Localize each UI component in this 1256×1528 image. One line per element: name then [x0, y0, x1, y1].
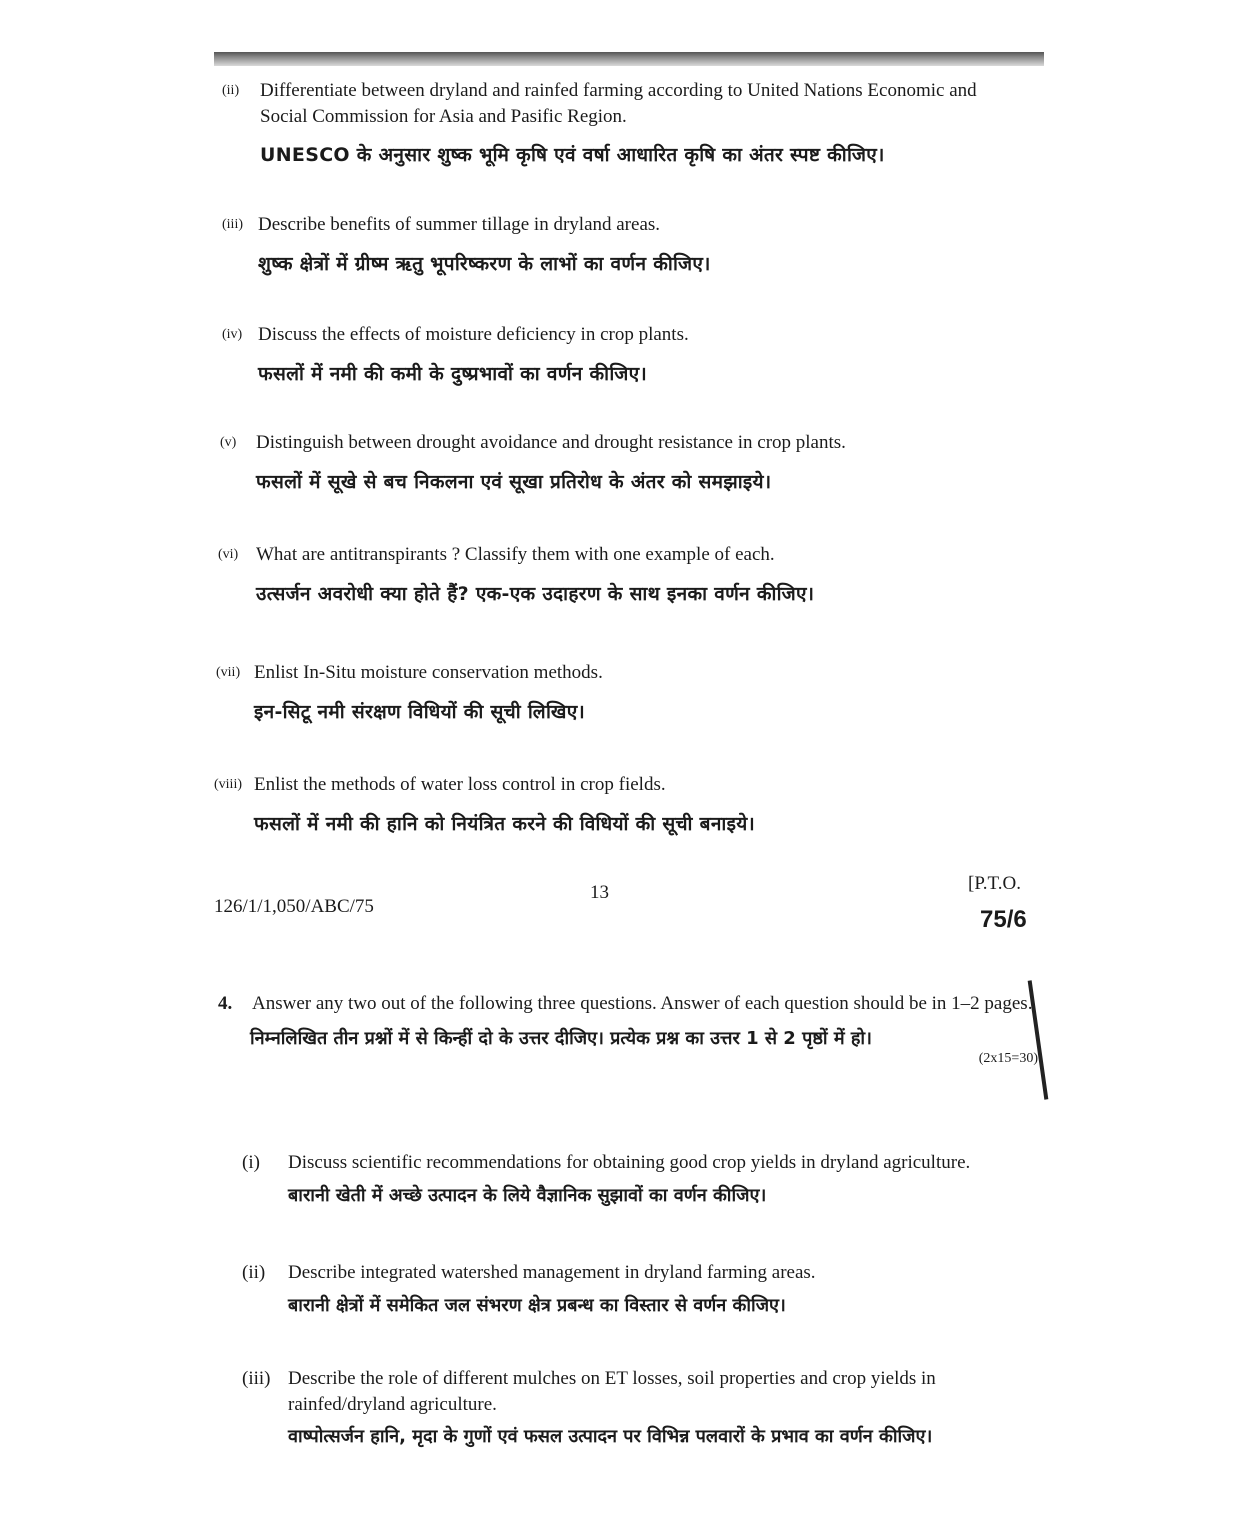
question-text-hi: फसलों में नमी की कमी के दुष्प्रभावों का वर्णन कीजिए। [258, 362, 647, 385]
question-text-en: Describe integrated watershed management in dryland farming areas. [288, 1262, 816, 1283]
question-text-en: Enlist the methods of water loss control in crop fields. [254, 774, 666, 795]
section4-question-ii [242, 1260, 1042, 1318]
section-number: 4. [218, 993, 233, 1014]
question-number: (ii) [242, 1262, 266, 1283]
section-4 [218, 990, 1048, 1066]
page-number: 13 [590, 882, 609, 903]
question-v [220, 430, 1020, 495]
pto-label: [P.T.O. [968, 873, 1021, 894]
question-text-hi: फसलों में नमी की हानि को नियंत्रित करने की विधियों की सूची बनाइये। [254, 812, 756, 835]
question-number: (ii) [222, 83, 240, 98]
question-vii [216, 660, 1016, 725]
question-number: (iv) [222, 327, 243, 342]
question-viii [214, 772, 1014, 837]
question-text-hi: इन-सिटू नमी संरक्षण विधियों की सूची लिखिए। [254, 700, 586, 723]
question-ii [222, 78, 1012, 169]
question-number: (viii) [214, 777, 242, 792]
section-instruction-hi: निम्नलिखित तीन प्रश्नों में से किन्हीं दो के उत्तर दीजिए। प्रत्येक प्रश्न का उत्तर 1 से 2 पृष्ठों में हो। [250, 1027, 872, 1049]
question-text-hi: शुष्क क्षेत्रों में ग्रीष्म ऋतु भूपरिष्करण के लाभों का वर्णन कीजिए। [258, 252, 711, 275]
question-iv [222, 322, 1012, 387]
question-vi [218, 542, 1018, 607]
section4-question-i [242, 1150, 1042, 1208]
paper-code: 75/6 [980, 906, 1027, 933]
question-number: (vii) [216, 665, 241, 680]
question-text-en: Enlist In-Situ moisture conservation methods. [254, 662, 603, 683]
question-text-hi: बारानी क्षेत्रों में समेकित जल संभरण क्षेत्र प्रबन्ध का विस्तार से वर्णन कीजिए। [288, 1294, 786, 1316]
question-text-en: Discuss scientific recommendations for obtaining good crop yields in dryland agriculture. [288, 1152, 971, 1173]
section-marks: (2x15=30) [978, 1051, 1038, 1066]
question-number: (v) [220, 435, 237, 450]
question-number: (iii) [242, 1368, 271, 1389]
question-text-hi: बारानी खेती में अच्छे उत्पादन के लिये वैज्ञानिक सुझावों का वर्णन कीजिए। [288, 1184, 767, 1206]
question-text-en: Discuss the effects of moisture deficiency in crop plants. [258, 324, 689, 345]
question-text-hi: वाष्पोत्सर्जन हानि, मृदा के गुणों एवं फसल उत्पादन पर विभिन्न पलवारों के प्रभाव का वर्णन कीजिए। [288, 1426, 933, 1448]
question-text-en: What are antitranspirants ? Classify them with one example of each. [256, 544, 775, 565]
page-top-edge [214, 52, 1044, 66]
question-number: (vi) [218, 547, 239, 562]
section4-question-iii [242, 1366, 1042, 1450]
question-number: (iii) [222, 217, 243, 232]
question-number: (i) [242, 1152, 260, 1173]
question-text-en: Distinguish between drought avoidance and drought resistance in crop plants. [256, 432, 846, 453]
question-text-en: Describe benefits of summer tillage in dryland areas. [258, 214, 661, 235]
paper-serial-code: 126/1/1,050/ABC/75 [214, 896, 374, 917]
question-text-hi: UNESCO के अनुसार शुष्क भूमि कृषि एवं वर्षा आधारित कृषि का अंतर स्पष्ट कीजिए। [260, 144, 885, 167]
section-instruction-en: Answer any two out of the following three questions. Answer of each question should be in 1–2 pages. [252, 993, 1033, 1014]
question-text-en: Describe the role of different mulches on ET losses, soil properties and crop yields in rainfed/dryland agriculture. [288, 1368, 936, 1415]
question-text-en: Differentiate between dryland and rainfed farming according to United Nations Economic and Social Commission for Asia and Pasific Region. [260, 80, 977, 127]
question-text-hi: उत्सर्जन अवरोधी क्या होते हैं? एक-एक उदाहरण के साथ इनका वर्णन कीजिए। [256, 582, 815, 605]
question-text-hi: फसलों में सूखे से बच निकलना एवं सूखा प्रतिरोध के अंतर को समझाइये। [256, 470, 772, 493]
question-iii [222, 212, 1012, 277]
